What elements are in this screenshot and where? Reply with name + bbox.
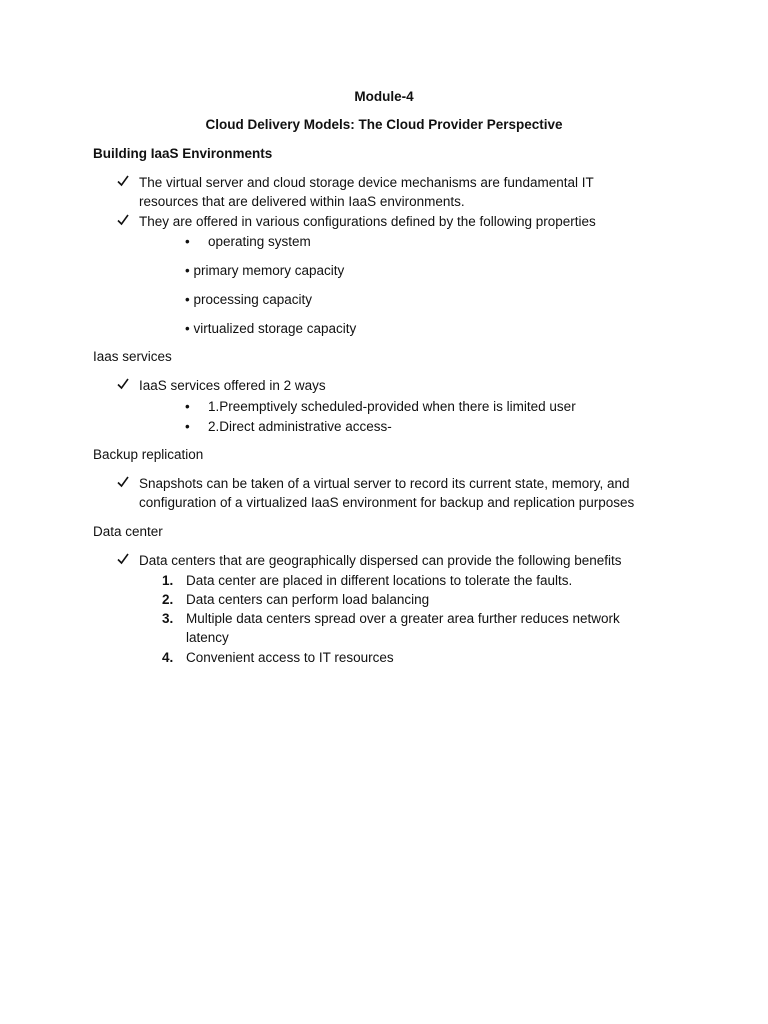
check-icon — [116, 552, 130, 568]
section-heading-backup: Backup replication — [93, 447, 204, 462]
document-subtitle: Cloud Delivery Models: The Cloud Provider Perspective — [205, 117, 563, 132]
check-icon — [116, 475, 130, 491]
check-icon — [116, 174, 130, 190]
list-item-text: IaaS services offered in 2 ways — [139, 378, 326, 393]
property-processing: • processing capacity — [185, 292, 313, 307]
check-icon — [116, 377, 130, 393]
benefit-2: Data centers can perform load balancing — [186, 592, 430, 607]
benefit-3-continued: latency — [186, 630, 229, 645]
property-storage: • virtualized storage capacity — [185, 321, 357, 336]
list-item-text: Data centers that are geographically dispersed can provide the following benefits — [139, 553, 622, 568]
list-item-text: Snapshots can be taken of a virtual server to record its current state, memory, and — [139, 476, 630, 491]
service-way-2: 2.Direct administrative access- — [208, 419, 392, 434]
document-title: Module-4 — [354, 89, 414, 104]
list-number: 2. — [162, 592, 174, 607]
bullet-icon: • — [185, 234, 190, 249]
section-heading-iaas-services: Iaas services — [93, 349, 172, 364]
list-number: 3. — [162, 611, 174, 626]
list-item-text: resources that are delivered within IaaS environments. — [139, 194, 465, 209]
benefit-1: Data center are placed in different locations to tolerate the faults. — [186, 573, 573, 588]
list-number: 1. — [162, 573, 174, 588]
benefit-4: Convenient access to IT resources — [186, 650, 394, 665]
list-item-text: They are offered in various configurations defined by the following properties — [139, 214, 596, 229]
list-item-text: The virtual server and cloud storage device mechanisms are fundamental IT — [139, 175, 594, 190]
benefit-3: Multiple data centers spread over a greater area further reduces network — [186, 611, 620, 626]
check-icon — [116, 213, 130, 229]
service-way-1: 1.Preemptively scheduled-provided when there is limited user — [208, 399, 576, 414]
bullet-icon: • — [185, 399, 190, 414]
list-number: 4. — [162, 650, 174, 665]
property-memory: • primary memory capacity — [185, 263, 345, 278]
section-heading-iaas-environments: Building IaaS Environments — [93, 146, 273, 161]
list-item-text: configuration of a virtualized IaaS environment for backup and replication purposes — [139, 495, 635, 510]
bullet-icon: • — [185, 419, 190, 434]
section-heading-data-center: Data center — [93, 524, 163, 539]
property-operating-system: operating system — [208, 234, 311, 249]
